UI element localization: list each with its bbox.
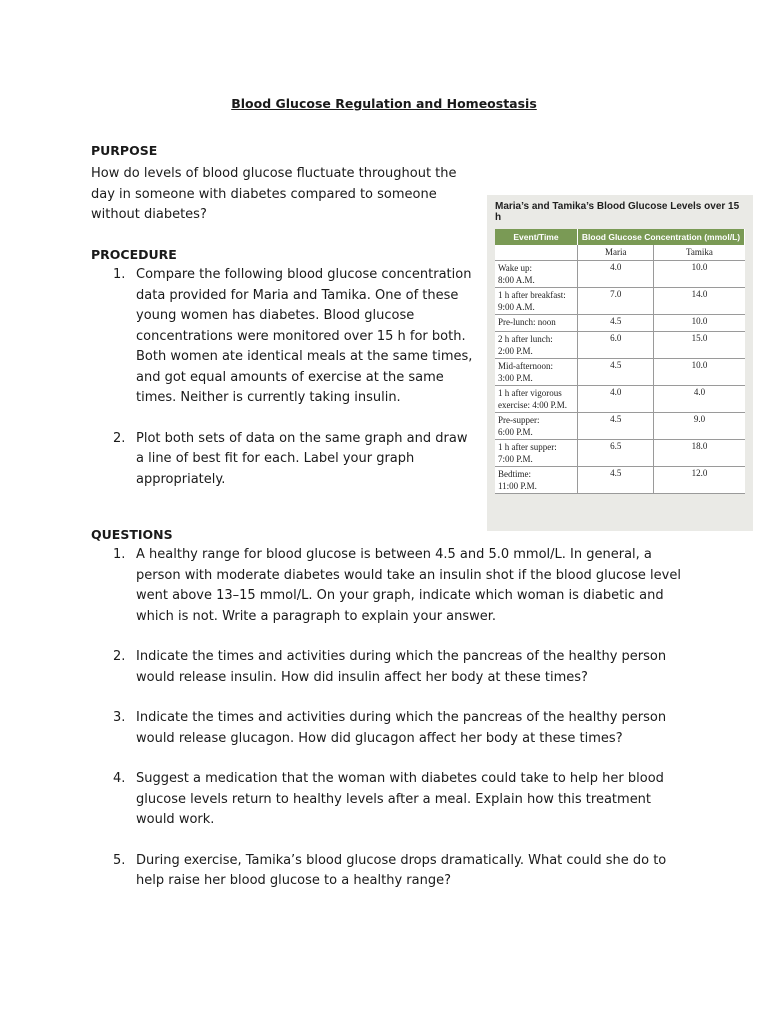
table-row — [495, 261, 745, 288]
maria-value: 4.0 — [578, 386, 654, 413]
event-cell — [495, 288, 578, 315]
event-label: Bedtime: — [498, 469, 531, 479]
event-time: 6:00 P.M. — [498, 427, 533, 437]
item-text: During exercise, Tamika’s blood glucose drops dramatically. What could she do to help raise her blood glucose to a healthy range? — [136, 852, 667, 888]
header-concentration: Blood Glucose Concentration (mmol/L) — [578, 229, 745, 245]
procedure-heading: PROCEDURE — [91, 247, 177, 262]
table-row — [495, 315, 745, 332]
maria-value: 4.0 — [578, 261, 654, 288]
item-text: Indicate the times and activities during which the pancreas of the healthy person would release insulin. How did insulin affect her body at these times? — [136, 649, 667, 685]
tamika-value: 4.0 — [654, 386, 745, 413]
event-label: Pre-lunch: noon — [498, 317, 556, 327]
event-label: 2 h after lunch: — [498, 334, 553, 344]
event-cell — [495, 332, 578, 359]
table-row — [495, 413, 745, 440]
table-row — [495, 386, 745, 413]
event-cell — [495, 359, 578, 386]
event-label: Pre-supper: — [498, 415, 540, 425]
item-number: 2. — [113, 649, 126, 664]
question-item — [91, 647, 681, 688]
item-number: 1. — [113, 547, 126, 562]
page-title: Blood Glucose Regulation and Homeostasis — [231, 96, 537, 111]
maria-value: 7.0 — [578, 288, 654, 315]
procedure-list — [91, 265, 479, 510]
purpose-heading: PURPOSE — [91, 143, 158, 158]
event-label: 1 h after vigorous — [498, 388, 562, 398]
question-item — [91, 851, 681, 892]
question-item — [91, 708, 681, 749]
tamika-value: 18.0 — [654, 440, 745, 467]
subheader-maria: Maria — [578, 245, 654, 261]
event-time: 3:00 P.M. — [498, 373, 533, 383]
table-row — [495, 440, 745, 467]
item-text: Plot both sets of data on the same graph and draw a line of best fit for each. Label your graph appropriately. — [136, 430, 468, 487]
purpose-text: How do levels of blood glucose fluctuate throughout the day in someone with diabetes compared to someone without diabetes? — [91, 166, 457, 222]
tamika-value: 12.0 — [654, 467, 745, 494]
glucose-table-figure — [487, 195, 753, 531]
glucose-table — [495, 229, 745, 494]
table-row — [495, 288, 745, 315]
item-number: 2. — [113, 430, 126, 446]
tamika-value: 10.0 — [654, 261, 745, 288]
event-label: Mid-afternoon: — [498, 361, 553, 371]
maria-value: 6.5 — [578, 440, 654, 467]
item-number: 1. — [113, 267, 126, 282]
item-number: 5. — [113, 852, 126, 868]
item-text: A healthy range for blood glucose is between 4.5 and 5.0 mmol/L. In general, a person with moderate diabetes would take an insulin shot if the blood glucose level went above 13–15 mmol/L. On your graph, indicate which woman is diabetic and which is not. Write a paragraph to explain your answer. — [136, 547, 681, 624]
subheader-blank — [495, 245, 578, 261]
event-cell — [495, 413, 578, 440]
event-cell — [495, 315, 578, 332]
tamika-value: 10.0 — [654, 359, 745, 386]
item-text: Suggest a medication that the woman with diabetes could take to help her blood glucose levels return to healthy levels after a meal. Explain how this treatment would work. — [136, 771, 664, 827]
event-cell — [495, 261, 578, 288]
event-time: exercise: 4:00 P.M. — [498, 400, 567, 410]
event-cell — [495, 440, 578, 467]
event-label: 1 h after breakfast: — [498, 290, 566, 300]
tamika-value: 15.0 — [654, 332, 745, 359]
item-number: 4. — [113, 771, 126, 786]
maria-value: 4.5 — [578, 467, 654, 494]
event-cell — [495, 386, 578, 413]
header-event: Event/Time — [495, 229, 578, 245]
table-row — [495, 467, 745, 494]
maria-value: 4.5 — [578, 359, 654, 386]
table-row — [495, 359, 745, 386]
procedure-item — [91, 265, 479, 409]
procedure-item — [91, 429, 479, 491]
event-time: 2:00 P.M. — [498, 346, 533, 356]
event-cell — [495, 467, 578, 494]
tamika-value: 9.0 — [654, 413, 745, 440]
question-item — [91, 769, 681, 831]
question-item — [91, 545, 681, 627]
item-number: 3. — [113, 710, 126, 725]
event-time: 9:00 A.M. — [498, 302, 535, 312]
table-row — [495, 332, 745, 359]
event-label: Wake up: — [498, 263, 533, 273]
tamika-value: 10.0 — [654, 315, 745, 332]
event-time: 8:00 A.M. — [498, 275, 535, 285]
event-time: 7:00 P.M. — [498, 454, 533, 464]
event-time: 11:00 P.M. — [498, 481, 537, 491]
questions-list — [91, 545, 681, 912]
maria-value: 6.0 — [578, 332, 654, 359]
event-label: 1 h after supper: — [498, 442, 557, 452]
item-text: Indicate the times and activities during which the pancreas of the healthy person would release glucagon. How did glucagon affect her body at these times? — [136, 710, 667, 746]
questions-heading: QUESTIONS — [91, 527, 173, 542]
table-caption: Maria’s and Tamika’s Blood Glucose Levels over 15 h — [495, 201, 740, 223]
tamika-value: 14.0 — [654, 288, 745, 315]
subheader-tamika: Tamika — [654, 245, 745, 261]
maria-value: 4.5 — [578, 413, 654, 440]
maria-value: 4.5 — [578, 315, 654, 332]
item-text: Compare the following blood glucose concentration data provided for Maria and Tamika. One of these young women has diabetes. Blood glucose concentrations were monitored over 15 h for both. Both women ate identical meals at the same times, and got equal amounts of exercise at the same times. Neither is currently taking insulin. — [136, 267, 473, 405]
